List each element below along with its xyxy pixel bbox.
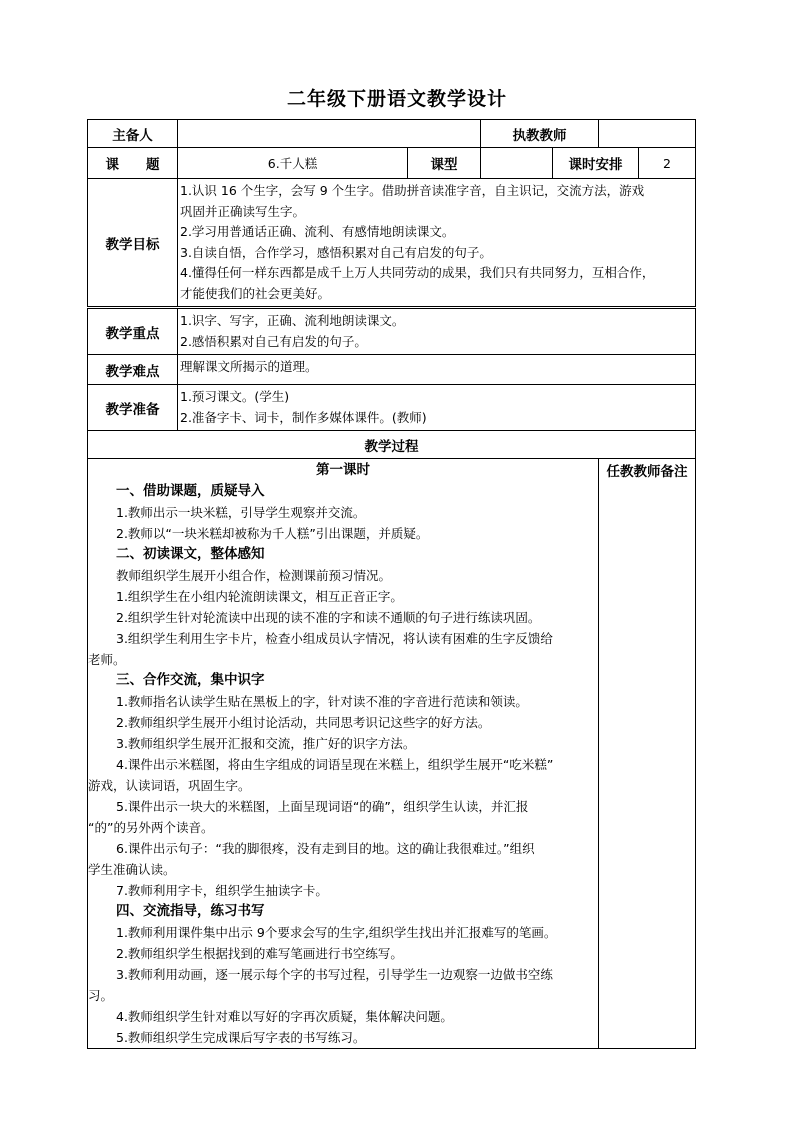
process-line: 1.教师指名认读学生贴在黑板上的字，针对读不准的字音进行范读和领读。	[116, 694, 528, 709]
section-heading: 二、初读课文，整体感知	[116, 546, 265, 562]
process-line: 老师。	[88, 652, 126, 667]
goals-line: 才能使我们的社会更美好。	[180, 285, 331, 301]
difficulty-label: 教学难点	[88, 355, 178, 385]
process-line: 2.教师以“一块米糕却被称为千人糕”引出课题，并质疑。	[116, 526, 429, 541]
goals-line: 1.认识 16 个生字，会写 9 个生字。借助拼音读准字音，自主识记，交流方法，游戏	[180, 183, 645, 198]
teacher-notes	[599, 459, 696, 1049]
teacher-label: 执教教师	[481, 120, 599, 148]
type-value	[481, 148, 553, 179]
process-line: 3.教师组织学生展开汇报和交流，推广好的识字方法。	[116, 736, 416, 751]
process-line: “的”的另外两个读音。	[88, 820, 214, 835]
goals-line: 2.学习用普通话正确、流利、有感情地朗读课文。	[180, 224, 455, 239]
lesson-title: 第一课时	[316, 462, 370, 478]
preparation-line: 1.预习课文。(学生)	[180, 389, 290, 404]
process-line: 1.组织学生在小组内轮流朗读课文，相互正音正字。	[116, 589, 403, 604]
process-line: 3.组织学生利用生字卡片，检查小组成员认字情况，将认读有困难的生字反馈给	[116, 631, 553, 646]
notes-label: 任教教师备注	[606, 464, 688, 480]
row-key-points	[88, 308, 696, 355]
teacher-value	[599, 120, 696, 148]
section-heading: 一、借助课题，质疑导入	[116, 483, 265, 499]
preparer-label: 主备人	[88, 120, 178, 148]
goals-text	[178, 179, 696, 308]
hours-label: 课时安排	[553, 148, 639, 179]
process-line: 6.课件出示句子：“我的脚很疼，没有走到目的地。这的确让我很难过。”组织	[116, 841, 535, 856]
process-line: 5.课件出示一块大的米糕图，上面呈现词语“的确”，组织学生认读，并汇报	[116, 799, 529, 814]
process-line: 教师组织学生展开小组合作，检测课前预习情况。	[116, 568, 392, 583]
key-points-label: 教学重点	[88, 308, 178, 355]
section-heading: 三、合作交流，集中识字	[116, 672, 265, 688]
goals-line: 巩固并正确读写生字。	[180, 203, 306, 219]
process-line: 习。	[88, 988, 114, 1003]
lesson-plan-table	[87, 119, 696, 1049]
section-heading: 四、交流指导，练习书写	[116, 903, 265, 919]
type-label: 课型	[408, 148, 481, 179]
process-line: 游戏，认读词语，巩固生字。	[88, 778, 251, 793]
goals-line: 3.自读自悟，合作学习，感悟积累对自己有启发的句子。	[180, 244, 492, 260]
preparation-text	[178, 385, 696, 431]
row-goals	[88, 179, 696, 308]
page-title: 二年级下册语文教学设计	[286, 88, 507, 110]
process-line: 5.教师组织学生完成课后写字表的书写练习。	[116, 1030, 366, 1045]
hours-value: 2	[639, 148, 696, 179]
goals-label: 教学目标	[88, 179, 178, 308]
row-process	[88, 459, 696, 1049]
row-preparation	[88, 385, 696, 431]
process-line: 2.教师组织学生根据找到的难写笔画进行书空练写。	[116, 946, 403, 961]
process-line: 2.组织学生针对轮流读中出现的读不准的字和读不通顺的句子进行练读巩固。	[116, 610, 541, 625]
key-point-line: 2.感悟积累对自己有启发的句子。	[180, 333, 367, 349]
process-body	[88, 459, 598, 1048]
process-line: 1.教师利用课件集中出示 9个要求会写的生字,组织学生找出并汇报难写的笔画。	[116, 925, 557, 940]
process-line: 4.教师组织学生针对难以写好的字再次质疑，集体解决问题。	[116, 1009, 453, 1024]
row-process-header	[88, 431, 696, 459]
process-line: 7.教师利用字卡，组织学生抽读字卡。	[116, 883, 328, 898]
preparer-value	[178, 120, 481, 148]
key-point-line: 1.识字、写字，正确、流利地朗读课文。	[180, 313, 405, 328]
process-line: 1.教师出示一块米糕，引导学生观察并交流。	[116, 505, 366, 520]
row-preparer	[88, 120, 696, 148]
preparation-label: 教学准备	[88, 385, 178, 431]
process-line: 2.教师组织学生展开小组讨论活动，共同思考识记这些字的好方法。	[116, 715, 491, 730]
topic-label: 课 题	[88, 148, 178, 179]
preparation-line: 2.准备字卡、词卡，制作多媒体课件。(教师)	[180, 409, 427, 425]
row-topic	[88, 148, 696, 179]
process-line: 学生准确认读。	[88, 862, 176, 877]
process-content	[88, 459, 599, 1049]
topic-value: 6.千人糕	[178, 148, 408, 179]
process-line: 4.课件出示米糕图，将由生字组成的词语呈现在米糕上，组织学生展开“吃米糕”	[116, 757, 554, 772]
difficulty-text: 理解课文所揭示的道理。	[178, 355, 696, 385]
goals-line: 4.懂得任何一样东西都是成千上万人共同劳动的成果，我们只有共同努力，互相合作，	[180, 265, 655, 280]
process-line: 3.教师利用动画，逐一展示每个字的书写过程，引导学生一边观察一边做书空练	[116, 967, 553, 982]
key-points-text	[178, 308, 696, 355]
row-difficulty	[88, 355, 696, 385]
process-label: 教学过程	[88, 431, 696, 459]
